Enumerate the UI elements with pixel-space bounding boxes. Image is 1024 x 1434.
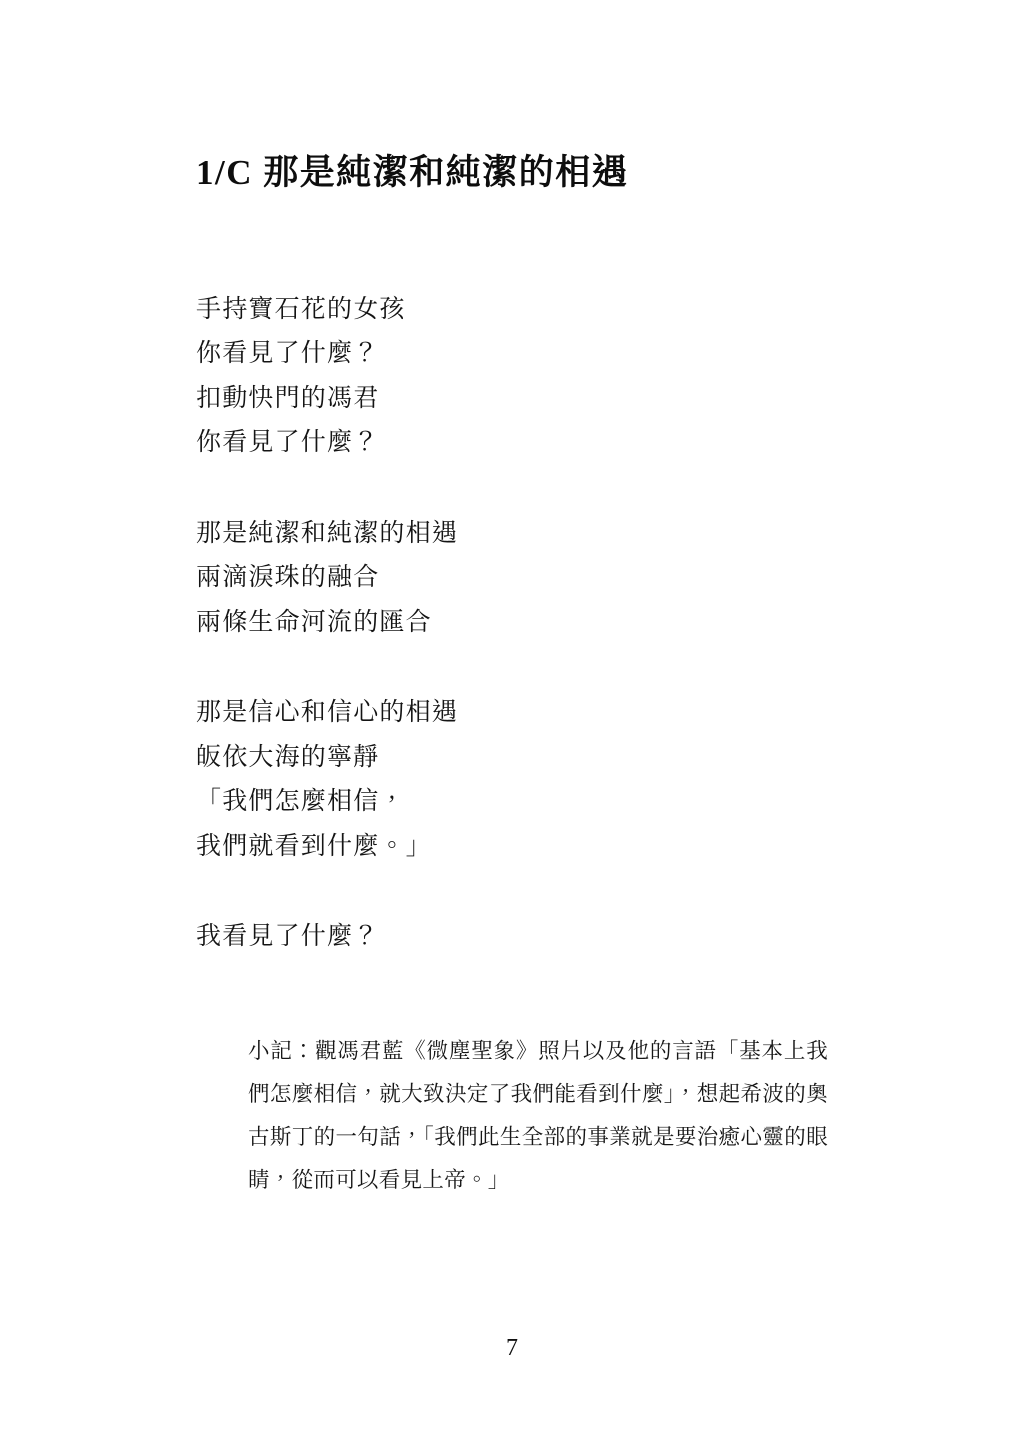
poem-line: 皈依大海的寧靜 [196,743,380,771]
poem-line: 扣動快門的馮君 [196,384,380,412]
poem-line: 兩條生命河流的匯合 [196,608,432,636]
poem-body [196,288,834,960]
poem-line: 那是信心和信心的相遇 [196,699,459,726]
poem-line: 我看見了什麼？ [196,923,380,950]
poem-line: 你看見了什麼？ [196,429,380,456]
stanza [196,915,834,960]
page-title: 1/C 那是純潔和純潔的相遇 [196,153,629,192]
poem-line: 手持寶石花的女孩 [196,295,406,323]
author-note: 小記：觀馮君藍《微塵聖象》照片以及他的言語「基本上我們怎麼相信，就大致決定了我們能看到什麼」，想起希波的奧古斯丁的一句話，「我們此生全部的事業就是要治癒心靈的眼睛，從而可以看見上帝。」 [248,1038,828,1193]
poem-line: 我們就看到什麼。」 [196,832,432,860]
poem-line: 那是純潔和純潔的相遇 [196,519,459,547]
page-number: 7 [506,1335,518,1361]
stanza [196,512,834,646]
poem-line: 你看見了什麼？ [196,340,380,367]
stanza [196,691,834,869]
poem-line: 兩滴淚珠的融合 [196,564,380,591]
poem-line: 「我們怎麼相信， [196,788,406,815]
stanza [196,288,834,466]
